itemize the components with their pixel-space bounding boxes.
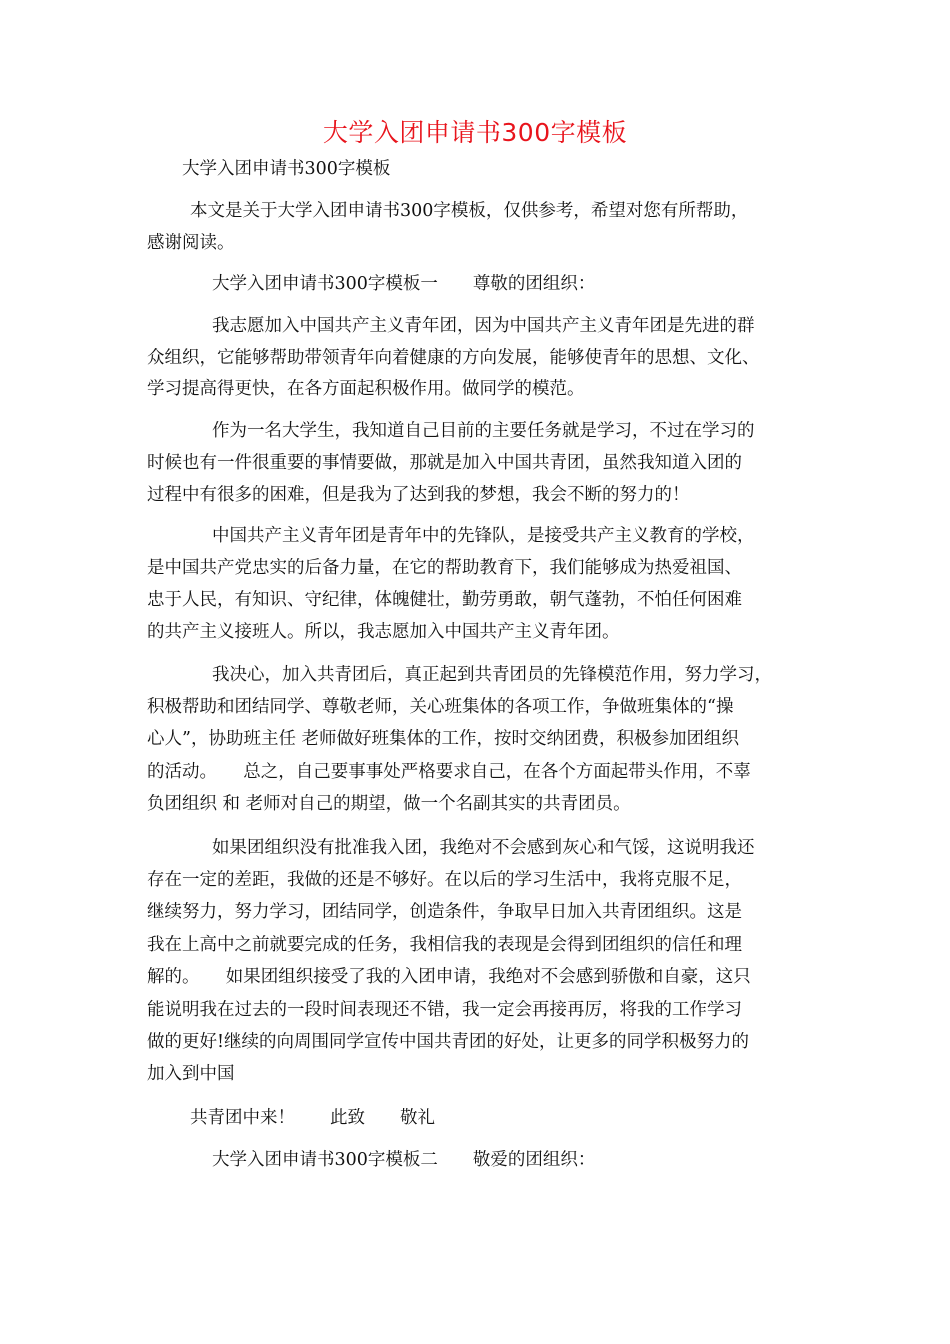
para2-line-2: 时候也有一件很重要的事情要做，那就是加入中国共青团，虽然我知道入团的 [147, 453, 742, 473]
para1-line-3: 学习提高得更快，在各方面起积极作用。做同学的模范。 [147, 379, 585, 399]
para2-line-1: 作为一名大学生，我知道自己目前的主要任务就是学习，不过在学习的 [212, 421, 755, 441]
para5-line-5: 解的。 如果团组织接受了我的入团申请，我绝对不会感到骄傲和自豪，这只 [147, 967, 751, 987]
subtitle-line: 大学入团申请书300字模板 [182, 159, 391, 179]
para5-line-2: 存在一定的差距，我做的还是不够好。在以后的学习生活中，我将克服不足， [147, 870, 742, 890]
para4-line-1: 我决心，加入共青团后，真正起到共青团员的先锋模范作用，努力学习， [212, 665, 772, 685]
para1-line-1: 我志愿加入中国共产主义青年团，因为中国共产主义青年团是先进的群 [212, 316, 755, 336]
para5-line-1: 如果团组织没有批准我入团，我绝对不会感到灰心和气馁，这说明我还 [212, 838, 755, 858]
para4-line-5: 负团组织 和 老师对自己的期望，做一个名副其实的共青团员。 [147, 794, 631, 814]
para3-line-3: 忠于人民，有知识、守纪律，体魄健壮，勤劳勇敢，朝气蓬勃，不怕任何困难 [147, 590, 742, 610]
para5-line-3: 继续努力，努力学习，团结同学，创造条件，争取早日加入共青团组织。这是 [147, 902, 742, 922]
para2-line-3: 过程中有很多的困难，但是我为了达到我的梦想，我会不断的努力的！ [147, 485, 690, 505]
para3-line-4: 的共产主义接班人。所以，我志愿加入中国共产主义青年团。 [147, 622, 620, 642]
para4-line-4: 的活动。 总之，自己要事事处严格要求自己，在各个方面起带头作用，不辜 [147, 762, 751, 782]
template1-heading: 大学入团申请书300字模板一 尊敬的团组织： [212, 274, 596, 294]
para3-line-2: 是中国共产党忠实的后备力量，在它的帮助教育下，我们能够成为热爱祖国、 [147, 558, 742, 578]
para5-line-4: 我在上高中之前就要完成的任务，我相信我的表现是会得到团组织的信任和理 [147, 935, 742, 955]
para3-line-1: 中国共产主义青年团是青年中的先锋队，是接受共产主义教育的学校， [212, 526, 755, 546]
closing-line: 共青团中来！ 此致 敬礼 [190, 1108, 435, 1128]
para4-line-2: 积极帮助和团结同学、尊敬老师，关心班集体的各项工作，争做班集体的“操 [147, 697, 734, 717]
para4-line-3: 心人”，协助班主任 老师做好班集体的工作，按时交纳团费，积极参加团组织 [147, 729, 740, 749]
intro-line-1: 本文是关于大学入团申请书300字模板，仅供参考，希望对您有所帮助， [190, 201, 749, 221]
intro-line-2: 感谢阅读。 [147, 233, 235, 253]
template2-heading: 大学入团申请书300字模板二 敬爱的团组织： [212, 1150, 596, 1170]
para5-line-8: 加入到中国 [147, 1064, 235, 1084]
para1-line-2: 众组织，它能够帮助带领青年向着健康的方向发展，能够使青年的思想、文化、 [147, 348, 760, 368]
para5-line-6: 能说明我在过去的一段时间表现还不错，我一定会再接再厉，将我的工作学习 [147, 1000, 742, 1020]
document-title: 大学入团申请书300字模板 [322, 118, 628, 147]
para5-line-7: 做的更好!继续的向周围同学宣传中国共青团的好处，让更多的同学积极努力的 [147, 1032, 750, 1052]
